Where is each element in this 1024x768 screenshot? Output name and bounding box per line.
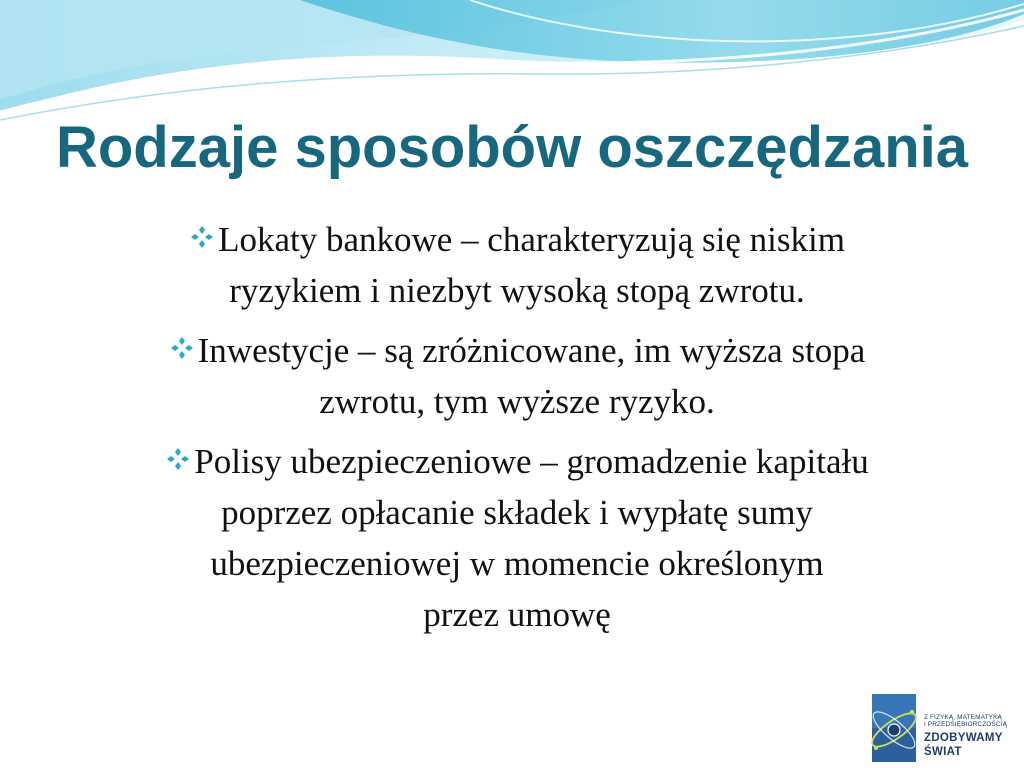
bullet-item	[52, 214, 982, 316]
bullet-item	[52, 436, 982, 640]
atom-logo-icon	[866, 686, 922, 768]
diamond-bullet-icon	[165, 446, 191, 472]
bullet-text-line: przez umowę	[423, 595, 611, 634]
slide-title: Rodzaje sposobów oszczędzania	[55, 115, 969, 180]
bullet-list	[52, 214, 982, 649]
bullet-item	[52, 325, 982, 427]
bullet-text-line: ubezpieczeniowej w momencie określonym	[210, 544, 824, 583]
bullet-text-line: Lokaty bankowe – charakteryzują się niskim	[218, 220, 845, 259]
diamond-bullet-icon	[189, 224, 215, 250]
bullet-text-line: Inwestycje – są zróżnicowane, im wyższa stopa	[197, 331, 866, 370]
project-logo	[866, 686, 1024, 768]
logo-tagline: Z FIZYKĄ, MATEMATYKĄ I PRZEDSIĘBIORCZOŚCIĄ	[924, 714, 1008, 728]
diamond-bullet-icon	[169, 335, 195, 361]
logo-name: ZDOBYWAMY ŚWIAT	[924, 732, 1003, 758]
bullet-text-line: poprzez opłacanie składek i wypłatę sumy	[221, 493, 813, 532]
bullet-text-line: Polisy ubezpieczeniowe – gromadzenie kapitału	[194, 442, 869, 481]
bullet-text-line: ryzykiem i niezbyt wysoką stopą zwrotu.	[229, 271, 805, 310]
bullet-text-line: zwrotu, tym wyższe ryzyko.	[319, 382, 715, 421]
